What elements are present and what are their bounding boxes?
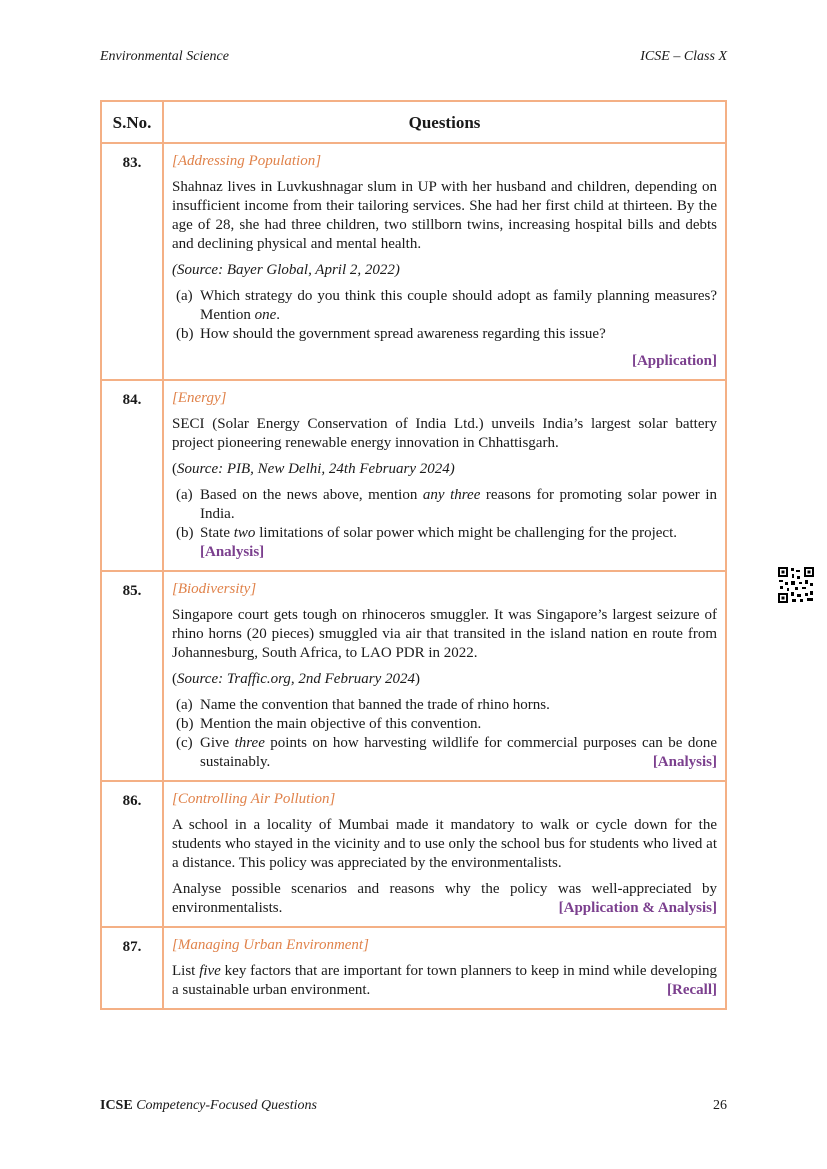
question-topic: [Managing Urban Environment] [172,937,369,953]
question-source: (Source: Traffic.org, 2nd February 2024) [172,671,421,687]
header-class: ICSE – Class X [640,49,727,64]
sub-question-b [172,325,717,344]
sub-label: (b) [176,525,194,541]
page-number: 26 [713,1098,727,1113]
question-number: 83. [101,143,163,380]
table-row [101,571,726,781]
question-topic: [Energy] [172,390,227,406]
sub-label: (c) [176,735,193,751]
qr-code-icon[interactable] [777,566,815,604]
question-cell [163,927,726,1009]
question-source: (Source: Bayer Global, April 2, 2022) [172,262,400,278]
question-number: 86. [101,781,163,927]
table-header-row [101,101,726,143]
question-number: 87. [101,927,163,1009]
question-cell [163,380,726,571]
sub-text: Which strategy do you think this couple should adopt as family planning measures? Mention one. [200,288,717,323]
table-row [101,781,726,927]
question-task: Analyse possible scenarios and reasons why the policy was well-appreciated by environmentalists. [Application & Analysis] [172,881,717,916]
question-passage: A school in a locality of Mumbai made it mandatory to walk or cycle down for the students who stayed in the vicinity and to use only the school bus for students who lived at a distance. This policy was appreciated by the environmentalists. [172,817,717,871]
question-passage: Singapore court gets tough on rhinoceros smuggler. It was Singapore’s largest seizure of rhino horns (20 pieces) smuggled via air that transited in the island nation en route from Johannesburg, South Africa, to LAO PDR in 2022. [172,607,717,661]
col-questions-header: Questions [163,101,726,143]
table-row [101,143,726,380]
question-cell [163,781,726,927]
competency-tag: [Application & Analysis] [558,900,717,916]
questions-table [100,100,727,1010]
question-topic: [Addressing Population] [172,153,322,169]
sub-label: (a) [176,487,193,503]
sub-question-a [172,696,717,715]
sub-text: Based on the news above, mention any three reasons for promoting solar power in India. [200,487,717,522]
question-number: 84. [101,380,163,571]
table-row [101,380,726,571]
sub-question-b [172,524,717,562]
sub-label: (b) [176,326,194,342]
competency-tag: [Analysis] [652,754,717,770]
footer-title: ICSE Competency-Focused Questions [100,1098,317,1113]
question-passage: Shahnaz lives in Luvkushnagar slum in UP with her husband and children, depending on insufficient income from their tailoring services. She had her first child at thirteen. By the age of 28, she had three children, two stillborn twins, increasing hospital bills and debts and declining physical and mental health. [172,179,717,252]
col-sno-header: S.No. [101,101,163,143]
sub-text: How should the government spread awareness regarding this issue? [200,326,606,342]
sub-label: (a) [176,288,193,304]
question-number: 85. [101,571,163,781]
sub-text: Name the convention that banned the trade of rhino horns. [200,697,550,713]
question-passage: List five key factors that are important for town planners to keep in mind while developing a sustainable urban environment. [Recall] [172,963,717,998]
sub-text: Give three points on how harvesting wildlife for commercial purposes can be done sustainably. [Analysis] [200,735,717,770]
table-row [101,927,726,1009]
question-topic: [Controlling Air Pollution] [172,791,336,807]
competency-tag: [Recall] [667,982,717,998]
sub-text: State two limitations of solar power which might be challenging for the project. [Analysis] [200,525,677,560]
question-source: (Source: PIB, New Delhi, 24th February 2024) [172,461,455,477]
header-subject: Environmental Science [100,49,229,64]
question-cell [163,143,726,380]
sub-text: Mention the main objective of this convention. [200,716,482,732]
competency-tag: [Application] [631,353,717,369]
sub-question-c [172,734,717,772]
sub-question-a [172,287,717,325]
sub-question-a [172,486,717,524]
sub-label: (a) [176,697,193,713]
question-cell [163,571,726,781]
sub-label: (b) [176,716,194,732]
sub-question-b [172,715,717,734]
question-passage: SECI (Solar Energy Conservation of India Ltd.) unveils India’s largest solar battery project pioneering renewable energy innovation in Chhattisgarh. [172,416,717,451]
competency-tag: [Analysis] [200,544,265,560]
question-topic: [Biodiversity] [172,581,257,597]
